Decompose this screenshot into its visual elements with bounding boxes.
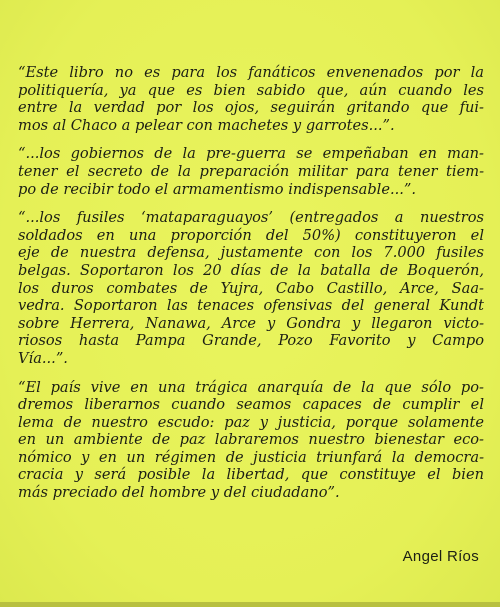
bottom-edge — [0, 602, 500, 607]
quote-4 — [18, 379, 484, 502]
quote-line: lema de nuestro escudo: paz y justicia, porque solamente — [18, 413, 484, 431]
quote-line: Vía...”. — [18, 349, 68, 367]
quote-line: los duros combates de Yujra, Cabo Castillo, Arce, Saa- — [18, 279, 484, 297]
quote-line: sobre Herrera, Nanawa, Arce y Gondra y llegaron victo- — [18, 314, 484, 332]
quote-line: nómico y en un régimen de justicia triunfará la democra- — [18, 448, 484, 466]
quote-line: en un ambiente de paz labraremos nuestro bienestar eco- — [18, 431, 484, 449]
quote-2 — [18, 145, 484, 198]
quote-line: “Este libro no es para los fanáticos envenenados por la — [18, 64, 484, 81]
quote-line: cracia y será posible la libertad, que constituye el bien — [18, 466, 484, 484]
quote-line: vedra. Soportaron las tenaces ofensivas del general Kundt — [18, 297, 484, 315]
quote-line: “El país vive en una trágica anarquía de la que sólo po- — [18, 378, 484, 396]
quote-line: “...los fusiles ‘mataparaguayos’ (entregados a nuestros — [18, 209, 484, 227]
quote-line: “...los gobiernos de la pre-guerra se empeñaban en man- — [18, 145, 484, 163]
quote-line: mos al Chaco a pelear con machetes y garrotes...”. — [18, 116, 395, 134]
quotes-block — [18, 64, 484, 513]
quote-line: soldados en una proporción del 50%) constituyeron el — [18, 226, 484, 244]
quote-line: entre la verdad por los ojos, seguirán gritando que fui- — [18, 99, 484, 117]
quote-3 — [18, 209, 484, 367]
quote-line: belgas. Soportaron los 20 días de la batalla de Boquerón, — [18, 261, 484, 279]
quote-line: politiquería, ya que es bien sabido que, aún cuando les — [18, 81, 484, 99]
quote-line: tener el secreto de la preparación militar para tener tiem- — [18, 162, 484, 180]
quote-line: po de recibir todo el armamentismo indispensable...”. — [18, 180, 416, 198]
quote-1 — [18, 64, 484, 134]
quote-line: eje de nuestra defensa, justamente con los 7.000 fusiles — [18, 244, 484, 262]
quote-line: más preciado del hombre y del ciudadano”. — [18, 484, 340, 502]
quote-line: riosos hasta Pampa Grande, Pozo Favorito y Campo — [18, 332, 484, 350]
author-name: Angel Ríos — [402, 548, 479, 565]
quote-line: dremos liberarnos cuando seamos capaces de cumplir el — [18, 396, 484, 414]
